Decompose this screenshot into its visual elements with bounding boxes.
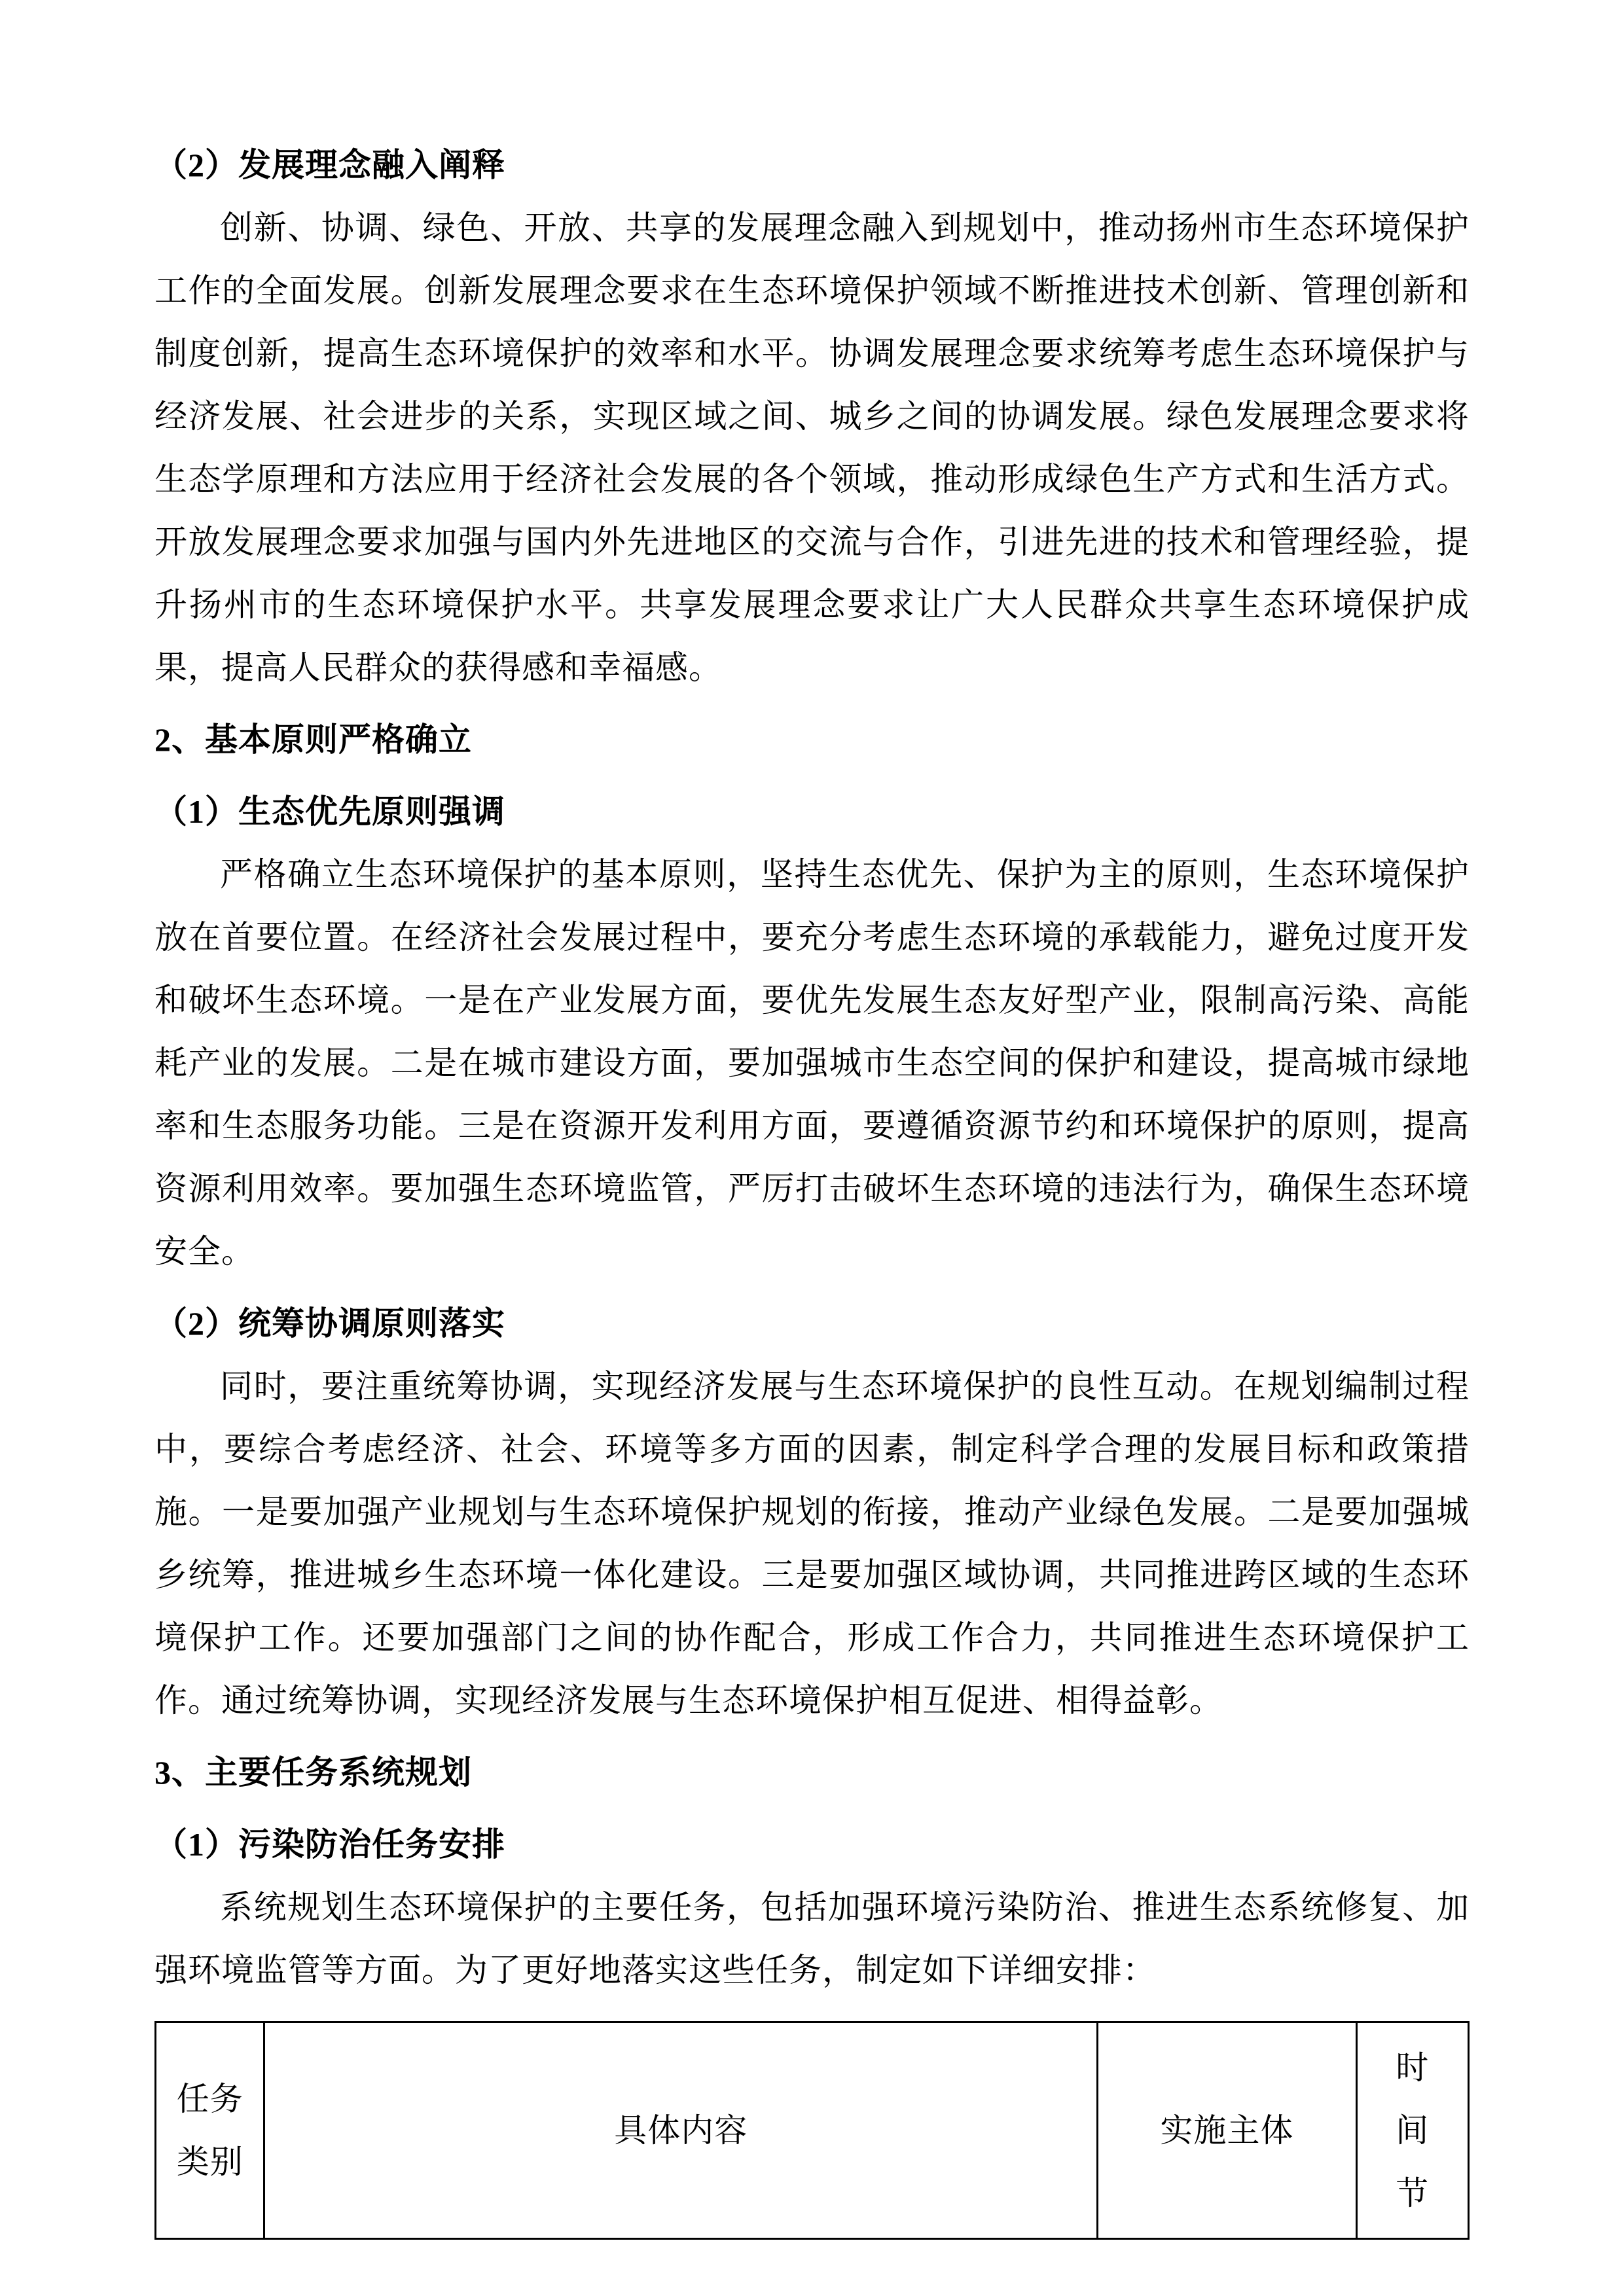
- subsection-heading: （1）污染防治任务安排: [154, 1826, 505, 1863]
- table-header-cell-detail: [264, 2022, 1098, 2239]
- section-heading: 2、基本原则严格确立: [154, 721, 472, 758]
- subsection-heading: （2）统筹协调原则落实: [154, 1305, 505, 1342]
- body-paragraph: 严格确立生态环境保护的基本原则，坚持生态优先、保护为主的原则，生态环境保护放在首要位置。在经济社会发展过程中，要充分考虑生态环境的承载能力，避免过度开发和破坏生态环境。一是在产业发展方面，要优先发展生态友好型产业，限制高污染、高能耗产业的发展。二是在城市建设方面，要加强城市生态空间的保护和建设，提高城市绿地率和生态服务功能。三是在资源开发利用方面，要遵循资源节约和环境保护的原则，提高资源利用效率。要加强生态环境监管，严厉打击破坏生态环境的违法行为，确保生态环境安全。: [154, 856, 1470, 1270]
- table-header-cell-subject: [1098, 2022, 1356, 2239]
- task-plan-table: [154, 2021, 1470, 2240]
- subsection-heading: （2）发展理念融入阐释: [154, 147, 505, 183]
- body-paragraph: 系统规划生态环境保护的主要任务，包括加强环境污染防治、推进生态系统修复、加强环境监管等方面。为了更好地落实这些任务，制定如下详细安排：: [154, 1889, 1470, 1988]
- table-header-label: 实施主体: [1160, 2112, 1294, 2149]
- table-header-label: 任务类别: [176, 2081, 244, 2180]
- table-header-label: 时间节: [1396, 2049, 1430, 2212]
- table-header-cell-time: [1356, 2022, 1468, 2239]
- section-heading: 3、主要任务系统规划: [154, 1754, 472, 1791]
- table-header-label: 具体内容: [614, 2112, 748, 2149]
- body-paragraph: 创新、协调、绿色、开放、共享的发展理念融入到规划中，推动扬州市生态环境保护工作的全面发展。创新发展理念要求在生态环境保护领域不断推进技术创新、管理创新和制度创新，提高生态环境保护的效率和水平。协调发展理念要求统筹考虑生态环境保护与经济发展、社会进步的关系，实现区域之间、城乡之间的协调发展。绿色发展理念要求将生态学原理和方法应用于经济社会发展的各个领域，推动形成绿色生产方式和生活方式。开放发展理念要求加强与国内外先进地区的交流与合作，引进先进的技术和管理经验，提升扬州市的生态环境保护水平。共享发展理念要求让广大人民群众共享生态环境保护成果，提高人民群众的获得感和幸福感。: [154, 209, 1470, 686]
- subsection-heading: （1）生态优先原则强调: [154, 793, 505, 830]
- document-content: [154, 124, 1470, 2240]
- table-header-row: [156, 2022, 1469, 2239]
- body-paragraph: 同时，要注重统筹协调，实现经济发展与生态环境保护的良性互动。在规划编制过程中，要综合考虑经济、社会、环境等多方面的因素，制定科学合理的发展目标和政策措施。一是要加强产业规划与生态环境保护规划的衔接，推动产业绿色发展。二是要加强城乡统筹，推进城乡生态环境一体化建设。三是要加强区域协调，共同推进跨区域的生态环境保护工作。还要加强部门之间的协作配合，形成工作合力，共同推进生态环境保护工作。通过统筹协调，实现经济发展与生态环境保护相互促进、相得益彰。: [154, 1368, 1470, 1719]
- table-header-cell-category: [156, 2022, 264, 2239]
